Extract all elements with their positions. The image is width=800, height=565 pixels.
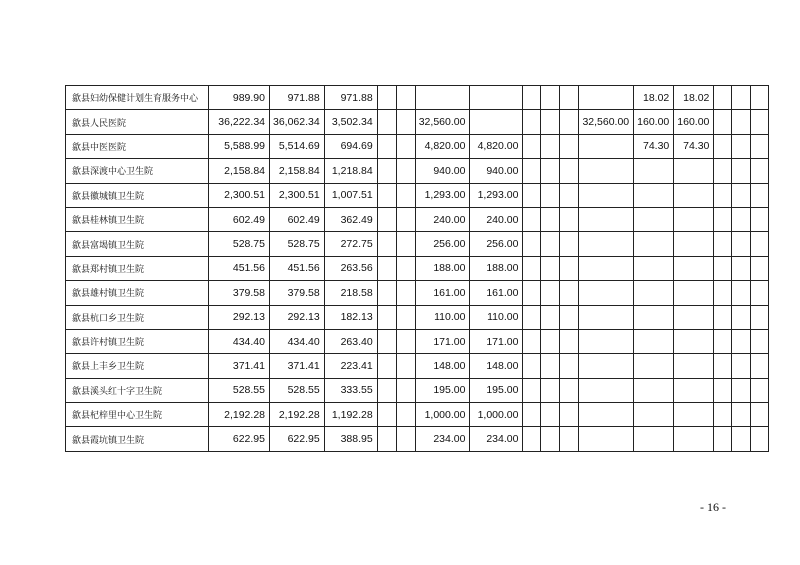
amount-cell: 74.30 (634, 134, 674, 158)
amount-cell: 32,560.00 (415, 110, 470, 134)
amount-cell: 223.41 (324, 354, 377, 378)
amount-cell: 195.00 (415, 378, 470, 402)
table-row (66, 110, 769, 134)
amount-cell (396, 329, 415, 353)
amount-cell (674, 378, 714, 402)
amount-cell (674, 305, 714, 329)
amount-cell: 5,588.99 (209, 134, 270, 158)
amount-cell (396, 159, 415, 183)
institution-name-cell: 歙县深渡中心卫生院 (66, 159, 209, 183)
table-row (66, 134, 769, 158)
table-row (66, 232, 769, 256)
amount-cell (560, 134, 579, 158)
amount-cell: 234.00 (470, 427, 523, 451)
amount-cell: 1,000.00 (415, 403, 470, 427)
table-row (66, 329, 769, 353)
amount-cell (523, 110, 541, 134)
amount-cell (732, 256, 751, 280)
amount-cell: 2,158.84 (270, 159, 325, 183)
institution-name-cell: 歙县中医医院 (66, 134, 209, 158)
amount-cell (751, 427, 769, 451)
amount-cell (560, 427, 579, 451)
amount-cell (396, 256, 415, 280)
amount-cell: 195.00 (470, 378, 523, 402)
amount-cell: 1,192.28 (324, 403, 377, 427)
amount-cell (751, 329, 769, 353)
amount-cell (732, 183, 751, 207)
amount-cell (751, 281, 769, 305)
amount-cell (541, 110, 560, 134)
amount-cell (560, 110, 579, 134)
amount-cell: 622.95 (209, 427, 270, 451)
amount-cell: 5,514.69 (270, 134, 325, 158)
amount-cell: 434.40 (270, 329, 325, 353)
amount-cell (377, 403, 396, 427)
amount-cell (732, 378, 751, 402)
institution-name-cell: 歙县富堨镇卫生院 (66, 232, 209, 256)
amount-cell: 188.00 (415, 256, 470, 280)
amount-cell: 1,293.00 (415, 183, 470, 207)
amount-cell (377, 207, 396, 231)
amount-cell (377, 183, 396, 207)
amount-cell (541, 378, 560, 402)
table-row (66, 378, 769, 402)
amount-cell (714, 403, 732, 427)
amount-cell (579, 256, 634, 280)
amount-cell (377, 134, 396, 158)
amount-cell (751, 256, 769, 280)
institution-name-cell: 歙县郑村镇卫生院 (66, 256, 209, 280)
amount-cell (523, 86, 541, 110)
amount-cell (415, 86, 470, 110)
amount-cell (377, 378, 396, 402)
amount-cell (732, 427, 751, 451)
institution-name-cell: 歙县溪头红十字卫生院 (66, 378, 209, 402)
amount-cell (714, 110, 732, 134)
institution-name-cell: 歙县霞坑镇卫生院 (66, 427, 209, 451)
amount-cell: 292.13 (270, 305, 325, 329)
amount-cell (560, 207, 579, 231)
amount-cell: 148.00 (415, 354, 470, 378)
amount-cell (579, 281, 634, 305)
amount-cell (470, 86, 523, 110)
amount-cell (674, 354, 714, 378)
amount-cell (377, 159, 396, 183)
amount-cell: 3,502.34 (324, 110, 377, 134)
amount-cell (396, 86, 415, 110)
amount-cell (714, 354, 732, 378)
institution-name-cell: 歙县雄村镇卫生院 (66, 281, 209, 305)
amount-cell: 292.13 (209, 305, 270, 329)
amount-cell: 36,222.34 (209, 110, 270, 134)
amount-cell (523, 207, 541, 231)
amount-cell (377, 86, 396, 110)
amount-cell (714, 281, 732, 305)
amount-cell: 528.75 (270, 232, 325, 256)
amount-cell (396, 232, 415, 256)
amount-cell: 388.95 (324, 427, 377, 451)
amount-cell (674, 159, 714, 183)
amount-cell (579, 86, 634, 110)
amount-cell (732, 329, 751, 353)
table-row (66, 427, 769, 451)
amount-cell (751, 110, 769, 134)
amount-cell (560, 183, 579, 207)
amount-cell (579, 403, 634, 427)
amount-cell (541, 403, 560, 427)
table-row (66, 305, 769, 329)
amount-cell (579, 183, 634, 207)
amount-cell (377, 256, 396, 280)
amount-cell (674, 232, 714, 256)
amount-cell: 1,007.51 (324, 183, 377, 207)
amount-cell (714, 256, 732, 280)
amount-cell (377, 329, 396, 353)
amount-cell: 2,300.51 (209, 183, 270, 207)
amount-cell: 989.90 (209, 86, 270, 110)
amount-cell: 171.00 (470, 329, 523, 353)
amount-cell (541, 183, 560, 207)
amount-cell (541, 256, 560, 280)
amount-cell: 161.00 (415, 281, 470, 305)
amount-cell (560, 86, 579, 110)
amount-cell: 1,293.00 (470, 183, 523, 207)
amount-cell (560, 305, 579, 329)
amount-cell: 161.00 (470, 281, 523, 305)
amount-cell: 528.55 (209, 378, 270, 402)
amount-cell: 171.00 (415, 329, 470, 353)
amount-cell (674, 207, 714, 231)
amount-cell (560, 354, 579, 378)
amount-cell (396, 183, 415, 207)
amount-cell (396, 403, 415, 427)
amount-cell (470, 110, 523, 134)
amount-cell (634, 427, 674, 451)
amount-cell (560, 329, 579, 353)
amount-cell (579, 427, 634, 451)
amount-cell (714, 329, 732, 353)
amount-cell: 256.00 (415, 232, 470, 256)
amount-cell (674, 329, 714, 353)
amount-cell (634, 159, 674, 183)
amount-cell (396, 354, 415, 378)
amount-cell: 971.88 (324, 86, 377, 110)
amount-cell (541, 207, 560, 231)
amount-cell: 18.02 (674, 86, 714, 110)
amount-cell: 451.56 (270, 256, 325, 280)
amount-cell: 622.95 (270, 427, 325, 451)
amount-cell: 333.55 (324, 378, 377, 402)
amount-cell (560, 281, 579, 305)
amount-cell (751, 305, 769, 329)
institution-name-cell: 歙县上丰乡卫生院 (66, 354, 209, 378)
amount-cell (634, 403, 674, 427)
amount-cell (634, 232, 674, 256)
amount-cell (732, 159, 751, 183)
amount-cell (674, 427, 714, 451)
amount-cell (674, 281, 714, 305)
amount-cell (714, 183, 732, 207)
amount-cell (751, 159, 769, 183)
amount-cell (714, 305, 732, 329)
amount-cell (732, 305, 751, 329)
amount-cell (751, 354, 769, 378)
amount-cell (751, 134, 769, 158)
amount-cell: 188.00 (470, 256, 523, 280)
amount-cell (396, 305, 415, 329)
amount-cell (523, 159, 541, 183)
institution-name-cell: 歙县桂林镇卫生院 (66, 207, 209, 231)
table-body (66, 86, 769, 452)
amount-cell (634, 256, 674, 280)
amount-cell (579, 207, 634, 231)
amount-cell (732, 86, 751, 110)
amount-cell (732, 232, 751, 256)
amount-cell: 602.49 (209, 207, 270, 231)
table-row (66, 281, 769, 305)
amount-cell: 528.55 (270, 378, 325, 402)
table-row (66, 86, 769, 110)
amount-cell (541, 305, 560, 329)
amount-cell (732, 110, 751, 134)
amount-cell (634, 354, 674, 378)
amount-cell (732, 281, 751, 305)
amount-cell (751, 232, 769, 256)
amount-cell (396, 134, 415, 158)
amount-cell: 110.00 (415, 305, 470, 329)
amount-cell (523, 183, 541, 207)
amount-cell: 160.00 (674, 110, 714, 134)
amount-cell (732, 354, 751, 378)
amount-cell: 240.00 (470, 207, 523, 231)
amount-cell: 2,192.28 (270, 403, 325, 427)
amount-cell: 2,158.84 (209, 159, 270, 183)
amount-cell: 263.40 (324, 329, 377, 353)
amount-cell (714, 207, 732, 231)
amount-cell (377, 281, 396, 305)
amount-cell: 1,218.84 (324, 159, 377, 183)
amount-cell (579, 232, 634, 256)
amount-cell: 160.00 (634, 110, 674, 134)
amount-cell: 110.00 (470, 305, 523, 329)
amount-cell: 379.58 (209, 281, 270, 305)
amount-cell (523, 329, 541, 353)
amount-cell: 18.02 (634, 86, 674, 110)
amount-cell (714, 427, 732, 451)
amount-cell (541, 86, 560, 110)
amount-cell (377, 354, 396, 378)
table-row (66, 354, 769, 378)
table-row (66, 403, 769, 427)
amount-cell (541, 354, 560, 378)
amount-cell: 2,192.28 (209, 403, 270, 427)
amount-cell (579, 378, 634, 402)
amount-cell (560, 159, 579, 183)
amount-cell: 371.41 (209, 354, 270, 378)
amount-cell (377, 110, 396, 134)
amount-cell: 694.69 (324, 134, 377, 158)
amount-cell (560, 256, 579, 280)
amount-cell (541, 427, 560, 451)
amount-cell: 256.00 (470, 232, 523, 256)
table-row (66, 183, 769, 207)
amount-cell: 362.49 (324, 207, 377, 231)
amount-cell (714, 86, 732, 110)
amount-cell (396, 207, 415, 231)
amount-cell (396, 110, 415, 134)
amount-cell (751, 207, 769, 231)
amount-cell: 4,820.00 (470, 134, 523, 158)
amount-cell (523, 354, 541, 378)
amount-cell (396, 281, 415, 305)
amount-cell (523, 232, 541, 256)
amount-cell (377, 305, 396, 329)
amount-cell (751, 183, 769, 207)
amount-cell (732, 403, 751, 427)
amount-cell: 234.00 (415, 427, 470, 451)
amount-cell (541, 159, 560, 183)
amount-cell (732, 207, 751, 231)
amount-cell (523, 305, 541, 329)
amount-cell (541, 281, 560, 305)
amount-cell: 218.58 (324, 281, 377, 305)
budget-table (65, 85, 769, 452)
amount-cell (751, 378, 769, 402)
amount-cell (523, 427, 541, 451)
amount-cell (377, 232, 396, 256)
amount-cell (714, 232, 732, 256)
amount-cell: 602.49 (270, 207, 325, 231)
table-row (66, 207, 769, 231)
amount-cell (714, 159, 732, 183)
institution-name-cell: 歙县徽城镇卫生院 (66, 183, 209, 207)
amount-cell (579, 329, 634, 353)
table-row (66, 159, 769, 183)
amount-cell: 379.58 (270, 281, 325, 305)
amount-cell: 2,300.51 (270, 183, 325, 207)
amount-cell: 74.30 (674, 134, 714, 158)
page-number: - 16 - (700, 500, 726, 514)
amount-cell (579, 134, 634, 158)
amount-cell (560, 232, 579, 256)
amount-cell (634, 281, 674, 305)
amount-cell (396, 378, 415, 402)
amount-cell (377, 427, 396, 451)
institution-name-cell: 歙县许村镇卫生院 (66, 329, 209, 353)
amount-cell (751, 86, 769, 110)
amount-cell (541, 232, 560, 256)
amount-cell (560, 403, 579, 427)
amount-cell: 940.00 (415, 159, 470, 183)
amount-cell: 32,560.00 (579, 110, 634, 134)
amount-cell (674, 403, 714, 427)
amount-cell: 528.75 (209, 232, 270, 256)
amount-cell (674, 183, 714, 207)
amount-cell: 263.56 (324, 256, 377, 280)
amount-cell (560, 378, 579, 402)
table-row (66, 256, 769, 280)
amount-cell: 272.75 (324, 232, 377, 256)
institution-name-cell: 歙县杭口乡卫生院 (66, 305, 209, 329)
amount-cell (523, 134, 541, 158)
amount-cell: 371.41 (270, 354, 325, 378)
amount-cell (579, 159, 634, 183)
amount-cell (634, 305, 674, 329)
institution-name-cell: 歙县妇幼保健计划生育服务中心 (66, 86, 209, 110)
amount-cell: 36,062.34 (270, 110, 325, 134)
amount-cell (634, 378, 674, 402)
amount-cell (634, 207, 674, 231)
amount-cell: 1,000.00 (470, 403, 523, 427)
amount-cell (579, 354, 634, 378)
amount-cell (634, 183, 674, 207)
amount-cell (396, 427, 415, 451)
amount-cell: 940.00 (470, 159, 523, 183)
amount-cell: 182.13 (324, 305, 377, 329)
amount-cell (523, 281, 541, 305)
amount-cell: 434.40 (209, 329, 270, 353)
amount-cell (714, 378, 732, 402)
amount-cell: 4,820.00 (415, 134, 470, 158)
institution-name-cell: 歙县人民医院 (66, 110, 209, 134)
amount-cell (634, 329, 674, 353)
amount-cell: 451.56 (209, 256, 270, 280)
amount-cell: 971.88 (270, 86, 325, 110)
amount-cell (751, 403, 769, 427)
amount-cell (714, 134, 732, 158)
amount-cell: 240.00 (415, 207, 470, 231)
amount-cell (732, 134, 751, 158)
amount-cell (579, 305, 634, 329)
amount-cell (674, 256, 714, 280)
amount-cell (541, 134, 560, 158)
amount-cell (523, 378, 541, 402)
institution-name-cell: 歙县杞梓里中心卫生院 (66, 403, 209, 427)
amount-cell (523, 403, 541, 427)
amount-cell (541, 329, 560, 353)
amount-cell: 148.00 (470, 354, 523, 378)
amount-cell (523, 256, 541, 280)
